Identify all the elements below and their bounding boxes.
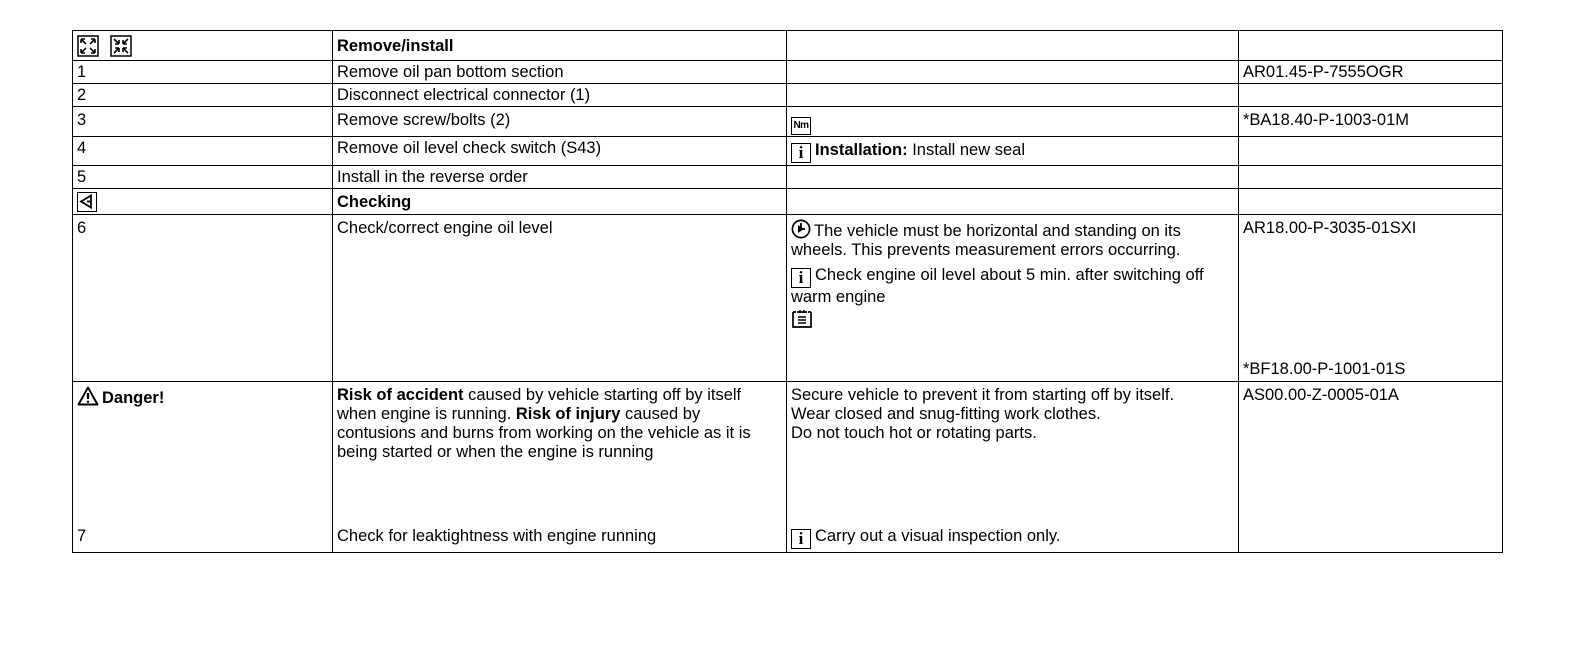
table-row bbox=[73, 166, 1503, 189]
note-label: Installation: bbox=[815, 141, 908, 159]
info-note: Carry out a visual inspection only. bbox=[815, 527, 1061, 545]
info-icon[interactable]: i bbox=[791, 529, 811, 549]
step-action: Check/correct engine oil level bbox=[333, 215, 787, 382]
danger-risk-text bbox=[337, 386, 781, 462]
danger-measure: Do not touch hot or rotating parts. bbox=[791, 424, 1037, 442]
risk-accident-text: caused by vehicle starting off by itself when engine is running. bbox=[337, 386, 742, 423]
checking-arrow-icon bbox=[77, 192, 97, 212]
step-number: 5 bbox=[73, 166, 333, 189]
reference-link[interactable]: AR01.45-P-7555OGR bbox=[1239, 61, 1503, 84]
clock-caution-icon[interactable] bbox=[791, 219, 811, 239]
checking-row bbox=[73, 189, 1503, 215]
step-number: 3 bbox=[73, 107, 333, 137]
table-row bbox=[73, 215, 1503, 382]
danger-row bbox=[73, 382, 1503, 553]
info-icon[interactable]: i bbox=[791, 268, 811, 288]
reference-link[interactable]: *BF18.00-P-1001-01S bbox=[1243, 360, 1406, 378]
note-text: Install new seal bbox=[912, 141, 1025, 159]
danger-measure: Secure vehicle to prevent it from starting off by itself. bbox=[791, 386, 1175, 404]
step-number: 6 bbox=[73, 215, 333, 382]
nm-torque-icon[interactable]: Nm bbox=[791, 117, 811, 135]
procedure-table bbox=[72, 30, 1503, 553]
reference-link[interactable]: AS00.00-Z-0005-01A bbox=[1239, 382, 1503, 553]
section-title: Remove/install bbox=[333, 31, 787, 61]
risk-injury-label: Risk of injury bbox=[515, 405, 621, 423]
collapse-arrows-icon bbox=[110, 35, 132, 57]
step-action: Check for leaktightness with engine running bbox=[337, 527, 657, 545]
danger-measure: Wear closed and snug-fitting work clothes. bbox=[791, 405, 1101, 423]
reference-link[interactable]: *BA18.40-P-1003-01M bbox=[1239, 107, 1503, 137]
step-number: 1 bbox=[73, 61, 333, 84]
step-action: Disconnect electrical connector (1) bbox=[333, 84, 787, 107]
step-number: 2 bbox=[73, 84, 333, 107]
step-action: Install in the reverse order bbox=[333, 166, 787, 189]
warning-triangle-icon bbox=[77, 386, 99, 406]
step-action: Remove oil level check switch (S43) bbox=[333, 137, 787, 166]
fluid-spec-icon[interactable] bbox=[791, 309, 1233, 329]
danger-label: Danger! bbox=[102, 389, 165, 407]
expand-arrows-icon bbox=[77, 35, 99, 57]
step-number: 4 bbox=[73, 137, 333, 166]
step-number: 7 bbox=[77, 527, 87, 545]
table-row bbox=[73, 137, 1503, 166]
header-row bbox=[73, 31, 1503, 61]
checking-title: Checking bbox=[333, 189, 787, 215]
caution-note: The vehicle must be horizontal and standing on its wheels. This prevents measurement errors occurring. bbox=[791, 222, 1181, 259]
info-note: Check engine oil level about 5 min. after switching off warm engine bbox=[791, 266, 1204, 306]
step-action: Remove screw/bolts (2) bbox=[333, 107, 787, 137]
reference-link[interactable]: AR18.00-P-3035-01SXI bbox=[1243, 219, 1417, 237]
table-row bbox=[73, 107, 1503, 137]
step-action: Remove oil pan bottom section bbox=[333, 61, 787, 84]
table-row bbox=[73, 84, 1503, 107]
risk-injury-text: caused by contusions and burns from working on the vehicle as it is being started or when the engine is running bbox=[337, 405, 751, 461]
remove-install-icons-cell bbox=[73, 31, 333, 61]
risk-accident-label: Risk of accident bbox=[337, 386, 464, 404]
table-row bbox=[73, 61, 1503, 84]
info-icon[interactable]: i bbox=[791, 143, 811, 163]
